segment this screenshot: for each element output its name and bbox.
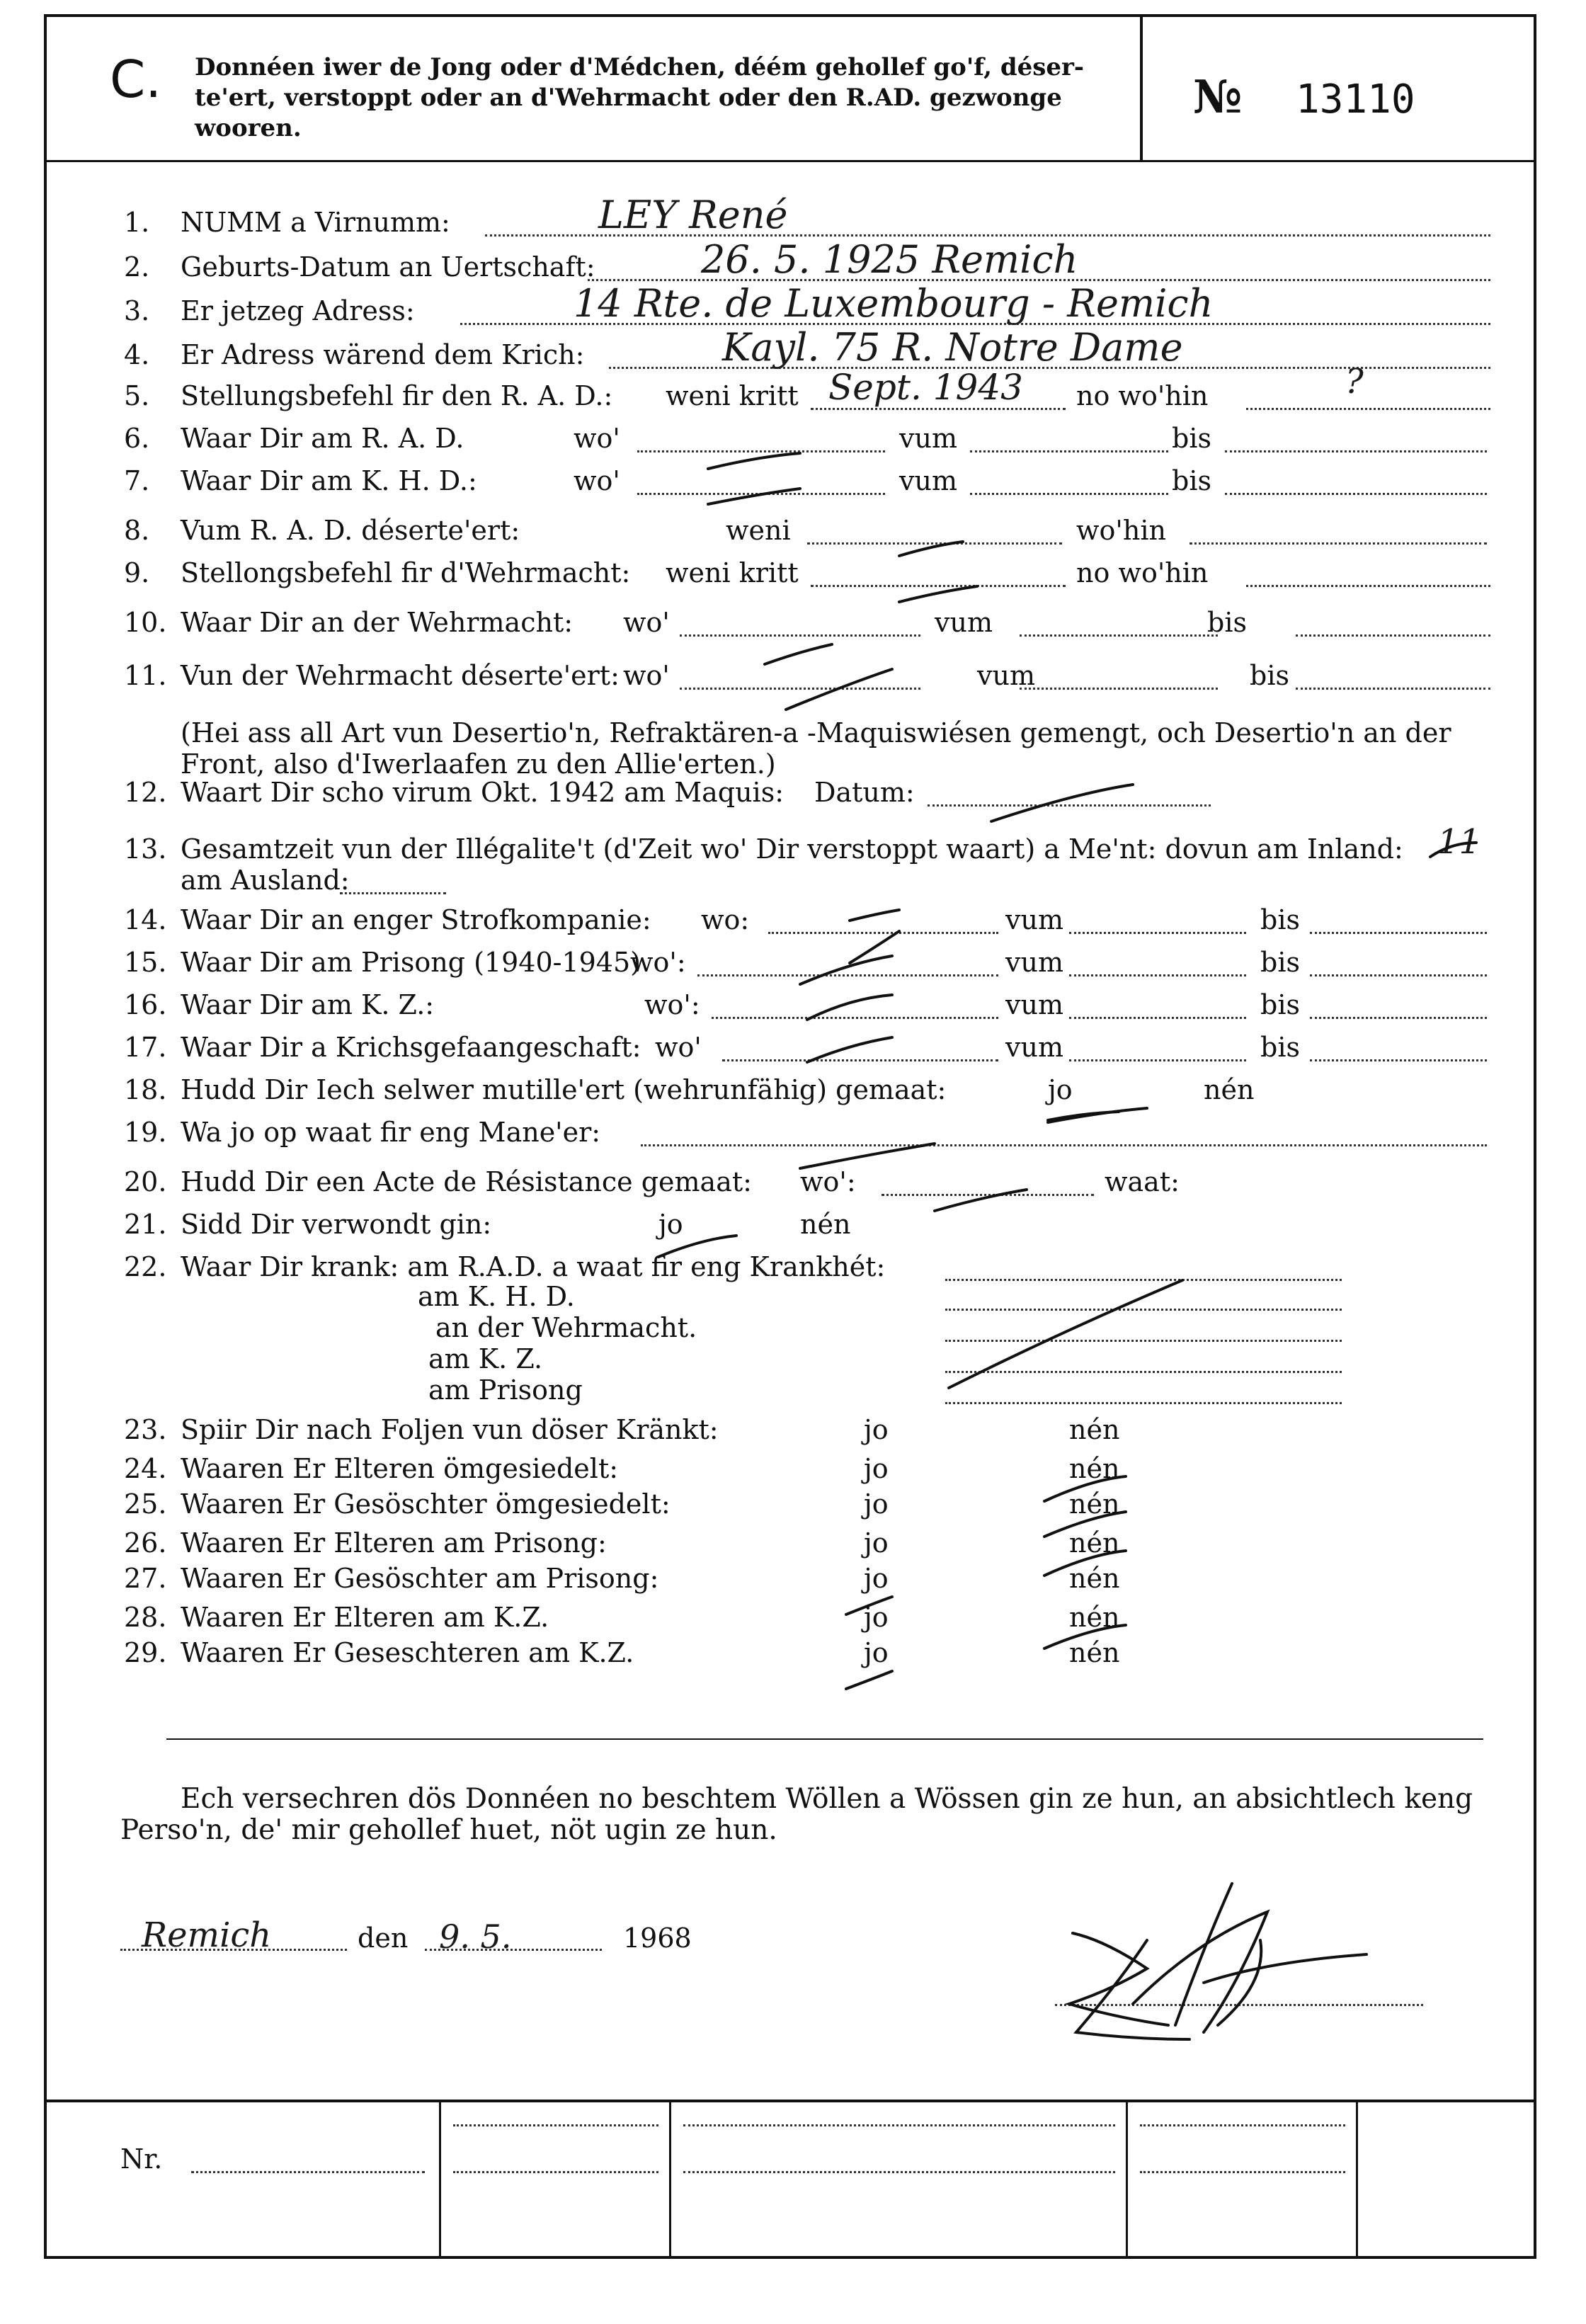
sub-label: am K. H. D. [418, 1281, 575, 1312]
wo-label: wo' [623, 660, 670, 691]
note-11-line2: Front, also d'Iwerlaafen zu den Allie'erten.) [181, 748, 776, 780]
no-wohin: no wo'hin [1076, 380, 1209, 411]
bis-label: bis [1207, 607, 1247, 638]
ausland-label: am Ausland: [181, 865, 350, 896]
wo-label: wo': [644, 989, 700, 1020]
nen-label: nén [1069, 1602, 1120, 1633]
nen-label: nén [1204, 1074, 1255, 1105]
jo-label: jo [864, 1563, 889, 1594]
item-label: Waar Dir an der Wehrmacht: [181, 607, 574, 638]
section-rule [166, 1738, 1483, 1740]
jo-label: jo [658, 1209, 683, 1240]
item-number: 13. [124, 833, 167, 865]
frame-bottom [44, 2256, 1536, 2259]
krankhet-dots [945, 1279, 1342, 1281]
bis-dots [1225, 450, 1487, 452]
datum-label: Datum: [814, 777, 915, 808]
vum-dots [970, 450, 1168, 452]
wo-label: wo' [655, 1032, 702, 1063]
sub-dots [945, 1402, 1342, 1404]
footer-col-1 [439, 2100, 441, 2257]
item-number: 28. [124, 1602, 167, 1633]
wo-label: wo': [800, 1166, 856, 1197]
item-label: Waaren Er Elteren am Prisong: [181, 1527, 607, 1559]
bis-label: bis [1250, 660, 1289, 691]
bis-label: bis [1260, 947, 1300, 978]
handwritten-answer: LEY René [598, 193, 788, 237]
footer-col-2 [669, 2100, 671, 2257]
place-dots [120, 1949, 347, 1951]
bis-label: bis [1172, 465, 1211, 496]
handwritten-answer: Kayl. 75 R. Notre Dame [722, 325, 1183, 370]
item-number: 21. [124, 1209, 167, 1240]
item-number: 29. [124, 1637, 167, 1668]
wo-label: wo' [574, 423, 620, 454]
wo-label: wo' [623, 607, 670, 638]
item-label: Waar Dir a Krichsgefaangeschaft: [181, 1032, 641, 1063]
item-label: Waar Dir am K. Z.: [181, 989, 435, 1020]
sub-dots [945, 1371, 1342, 1373]
item-number: 15. [124, 947, 167, 978]
item-number: 5. [124, 380, 150, 411]
header-title-3: wooren. [195, 114, 302, 142]
item-label: Sidd Dir verwondt gin: [181, 1209, 492, 1240]
item-number: 1. [124, 207, 150, 238]
handwritten-answer: 14 Rte. de Luxembourg - Remich [574, 281, 1214, 326]
vum-label: vum [1005, 989, 1063, 1020]
vum-dots [1069, 974, 1246, 976]
nen-label: nén [1069, 1637, 1120, 1668]
footer-dots-a [453, 2124, 658, 2126]
form-number: 13110 [1296, 76, 1415, 123]
frame-top [44, 14, 1536, 17]
signature-year: 1968 [623, 1923, 692, 1954]
jo-label: jo [864, 1488, 889, 1520]
item-label: Stellungsbefehl fir den R. A. D.: [181, 380, 613, 411]
jo-label: jo [864, 1414, 889, 1445]
item-number: 17. [124, 1032, 167, 1063]
item-label: Vum R. A. D. déserte'ert: [181, 515, 520, 546]
note-11-line1: (Hei ass all Art vun Desertio'n, Refraktären-a -Maquiswiésen gemengt, och Desertio'n an der [181, 717, 1451, 748]
wo-dots [637, 493, 885, 495]
item-number: 22. [124, 1251, 167, 1282]
vum-dots [1020, 688, 1218, 690]
item-label: Hudd Dir Iech selwer mutille'ert (wehrunfähig) gemaat: [181, 1074, 947, 1105]
frame-left [44, 14, 47, 2259]
footer-dots-f [1140, 2171, 1345, 2173]
nen-label: nén [1069, 1563, 1120, 1594]
item-number: 10. [124, 607, 167, 638]
item-label: Geburts-Datum an Uertschaft: [181, 251, 595, 283]
footer-dots-e [1140, 2124, 1345, 2126]
footer-rule [45, 2100, 1535, 2102]
item-number: 2. [124, 251, 150, 283]
weni-dots [811, 585, 1066, 587]
nen-label: nén [1069, 1453, 1120, 1484]
item-label: Er Adress wärend dem Krich: [181, 339, 585, 370]
wo-dots [680, 634, 920, 637]
answer-dots [1246, 408, 1490, 410]
wo-dots [722, 1059, 998, 1061]
answer-dots [811, 408, 1066, 410]
item-label: Gesamtzeit vun der Illégalite't (d'Zeit wo' Dir verstoppt waart) a Me'nt: dovun am Inland: [181, 833, 1403, 865]
signature-place: Remich [142, 1915, 272, 1955]
wohin-dots [1246, 585, 1490, 587]
wo-dots [712, 1017, 998, 1019]
sub-label: am K. Z. [428, 1343, 543, 1374]
ausland-dots [340, 892, 446, 894]
vum-dots [1020, 634, 1218, 637]
handwritten-answer: 26. 5. 1925 Remich [701, 237, 1078, 282]
item-label: Waaren Er Gesöschter am Prisong: [181, 1563, 659, 1594]
vum-dots [1069, 932, 1246, 934]
weni-kritt: weni kritt [666, 557, 799, 588]
item-label: NUMM a Virnumm: [181, 207, 450, 238]
item-number: 12. [124, 777, 167, 808]
item-number: 3. [124, 295, 150, 326]
item-label: Vun der Wehrmacht déserte'ert: [181, 660, 620, 691]
wo-dots [882, 1194, 1094, 1196]
item-label: Wa jo op waat fir eng Mane'er: [181, 1117, 601, 1148]
wo-dots [637, 450, 885, 452]
item-number: 20. [124, 1166, 167, 1197]
footer-dots-c [683, 2124, 1115, 2126]
item-label: Waar Dir krank: am R.A.D. a waat fir eng Krankhét: [181, 1251, 886, 1282]
weni-label: weni [726, 515, 791, 546]
vum-label: vum [1005, 1032, 1063, 1063]
bis-dots [1225, 493, 1487, 495]
item-number: 9. [124, 557, 150, 588]
jo-label: jo [864, 1453, 889, 1484]
weni-kritt: weni kritt [666, 380, 799, 411]
vum-label: vum [1005, 904, 1063, 935]
footer-dots-b [453, 2171, 658, 2173]
item-label: Waar Dir am Prisong (1940-1945) [181, 947, 641, 978]
frame-right [1534, 14, 1536, 2259]
signature-den: den [358, 1923, 409, 1954]
waat-label: waat: [1105, 1166, 1180, 1197]
declaration-line1: Ech versechren dös Donnéen no beschtem Wöllen a Wössen gin ze hun, an absichtlech keng [181, 1783, 1473, 1815]
footer-nr-label: Nr. [120, 2143, 163, 2175]
vum-label: vum [899, 465, 957, 496]
vum-dots [1069, 1059, 1246, 1061]
item-number: 11. [124, 660, 167, 691]
nen-label: nén [1069, 1488, 1120, 1520]
bis-dots [1296, 688, 1490, 690]
item-label: Waar Dir am R. A. D. [181, 423, 464, 454]
wo-label: wo: [701, 904, 750, 935]
item-label: Spiir Dir nach Foljen vun döser Kränkt: [181, 1414, 719, 1445]
bis-label: bis [1172, 423, 1211, 454]
header-title-2: te'ert, verstoppt oder an d'Wehrmacht oder den R.AD. gezwonge [195, 84, 1062, 112]
vum-dots [1069, 1017, 1246, 1019]
bis-dots [1310, 1059, 1487, 1061]
jo-label: jo [1048, 1074, 1073, 1105]
number-symbol: № [1193, 71, 1243, 124]
header-title-1: Donnéen iwer de Jong oder d'Médchen, déém gehollef go'f, déser- [195, 53, 1085, 81]
answer-dots [641, 1144, 1487, 1146]
sub-label: an der Wehrmacht. [435, 1312, 697, 1343]
header-divider [1140, 16, 1143, 161]
header-rule [45, 160, 1535, 162]
bis-label: bis [1260, 1032, 1300, 1063]
item-number: 16. [124, 989, 167, 1020]
item-label: Hudd Dir een Acte de Résistance gemaat: [181, 1166, 752, 1197]
footer-col-3 [1126, 2100, 1128, 2257]
sub-label: am Prisong [428, 1374, 583, 1406]
date-dots [425, 1949, 602, 1951]
footer-dots-d [683, 2171, 1115, 2173]
item-label: Waaren Er Geseschteren am K.Z. [181, 1637, 634, 1668]
bis-dots [1310, 932, 1487, 934]
vum-label: vum [935, 607, 993, 638]
header-letter: C. [110, 50, 162, 109]
no-wohin: no wo'hin [1076, 557, 1209, 588]
item-number: 6. [124, 423, 150, 454]
footer-nr-dots [191, 2171, 425, 2173]
weni-dots [807, 542, 1062, 545]
nen-label: nén [800, 1209, 851, 1240]
item-label: Waar Dir an enger Strofkompanie: [181, 904, 651, 935]
nen-label: nén [1069, 1527, 1120, 1559]
item-number: 4. [124, 339, 150, 370]
nen-label: nén [1069, 1414, 1120, 1445]
item-label: Waaren Er Gesöschter ömgesiedelt: [181, 1488, 671, 1520]
item-label: Stellongsbefehl fir d'Wehrmacht: [181, 557, 631, 588]
bis-dots [1310, 1017, 1487, 1019]
footer-col-4 [1356, 2100, 1358, 2257]
wo-label: wo' [574, 465, 620, 496]
item-number: 23. [124, 1414, 167, 1445]
jo-label: jo [864, 1637, 889, 1668]
handwritten-answer: 11 [1437, 822, 1481, 862]
sub-dots [945, 1309, 1342, 1311]
item-number: 19. [124, 1117, 167, 1148]
vum-label: vum [1005, 947, 1063, 978]
jo-label: jo [864, 1602, 889, 1633]
wo-dots [680, 688, 920, 690]
item-label: Er jetzeg Adress: [181, 295, 415, 326]
item-number: 26. [124, 1527, 167, 1559]
item-label: Waaren Er Elteren am K.Z. [181, 1602, 549, 1633]
bis-label: bis [1260, 989, 1300, 1020]
vum-dots [970, 493, 1168, 495]
signature-dots [1055, 2004, 1423, 2006]
wo-label: wo': [630, 947, 686, 978]
jo-label: jo [864, 1527, 889, 1559]
vum-label: vum [899, 423, 957, 454]
item-label: Waaren Er Elteren ömgesiedelt: [181, 1453, 619, 1484]
item-number: 24. [124, 1453, 167, 1484]
item-number: 8. [124, 515, 150, 546]
datum-dots [928, 804, 1211, 807]
item-number: 25. [124, 1488, 167, 1520]
bis-label: bis [1260, 904, 1300, 935]
item-number: 18. [124, 1074, 167, 1105]
vum-label: vum [977, 660, 1035, 691]
item-number: 7. [124, 465, 150, 496]
item-label: Waart Dir scho virum Okt. 1942 am Maquis: [181, 777, 785, 808]
handwritten-answer-2: ? [1345, 362, 1364, 401]
item-number: 27. [124, 1563, 167, 1594]
wo-dots [768, 932, 998, 934]
handwritten-answer: Sept. 1943 [828, 367, 1023, 408]
wohin-dots [1190, 542, 1487, 545]
item-label: Waar Dir am K. H. D.: [181, 465, 477, 496]
sub-dots [945, 1340, 1342, 1342]
signature-date: 9. 5. [439, 1918, 512, 1956]
bis-dots [1310, 974, 1487, 976]
bis-dots [1296, 634, 1490, 637]
item-number: 14. [124, 904, 167, 935]
wo-dots [697, 974, 998, 976]
declaration-line2: Perso'n, de' mir gehollef huet, nöt ugin ze hun. [120, 1814, 777, 1846]
wohin-label: wo'hin [1076, 515, 1166, 546]
